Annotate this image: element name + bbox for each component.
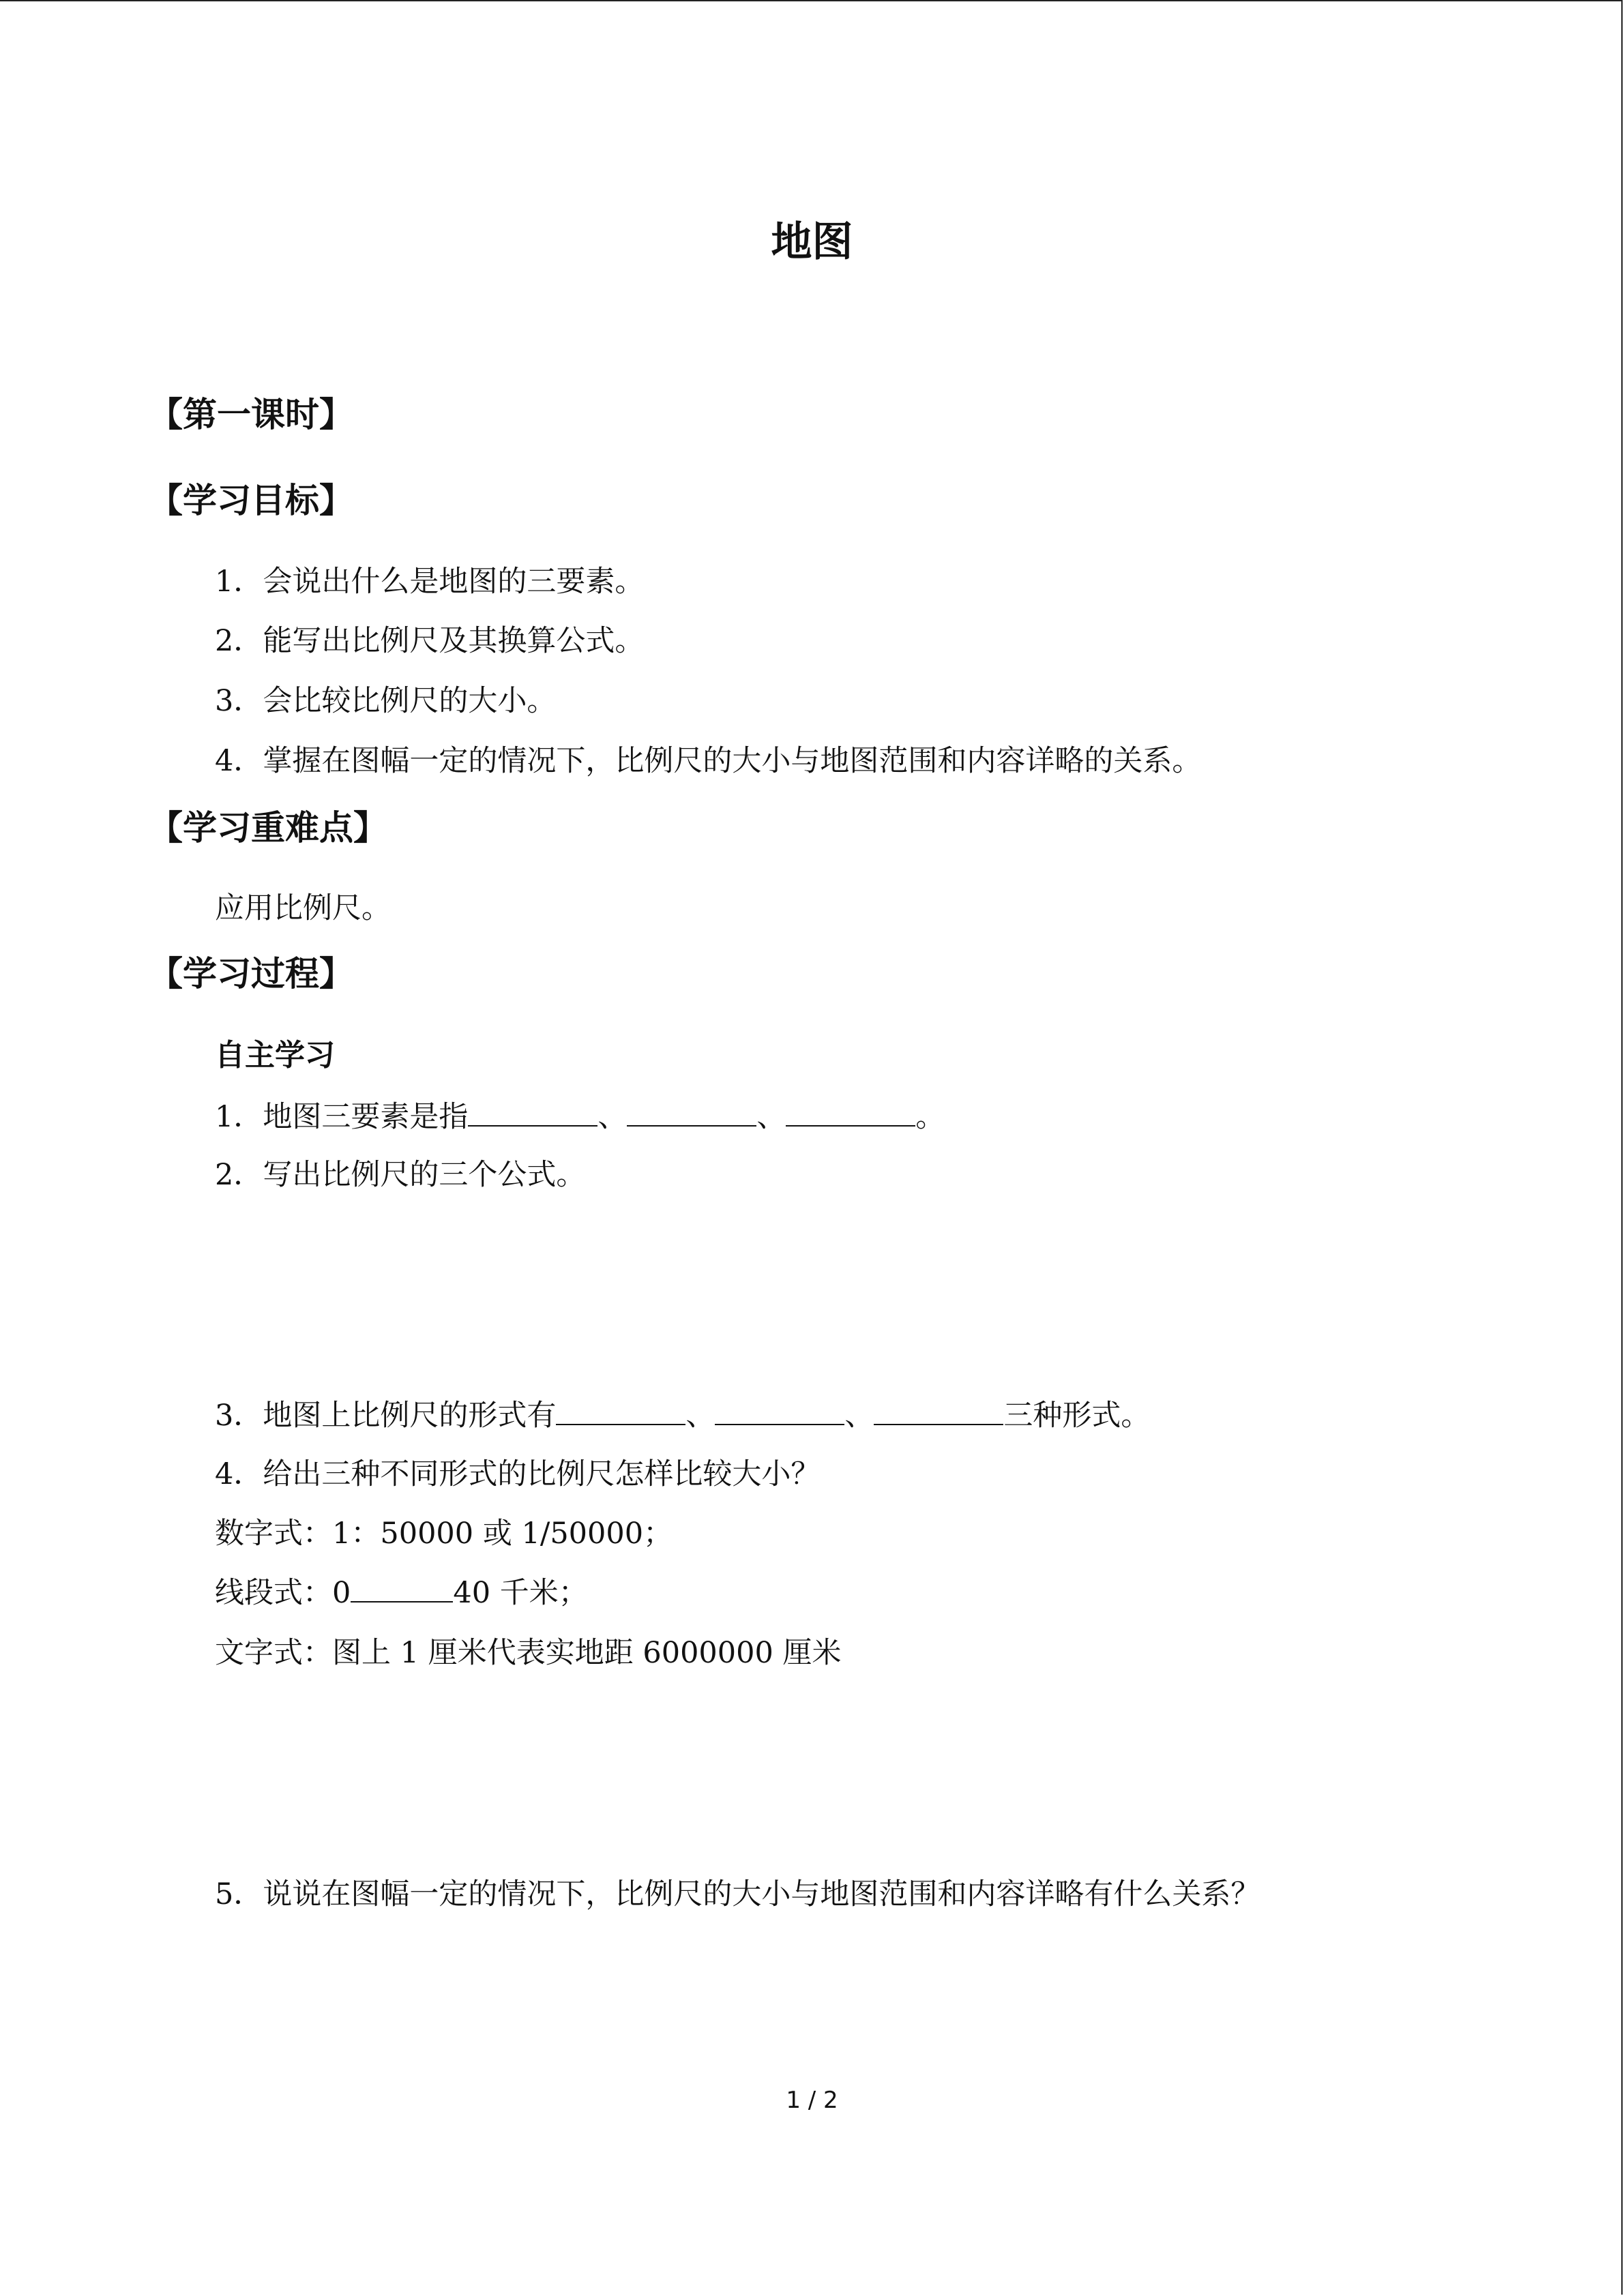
heading-lesson: 【第一课时】 xyxy=(149,395,353,434)
question-3-suffix: 三种形式。 xyxy=(1003,1399,1151,1433)
answer-blank[interactable] xyxy=(468,1098,597,1127)
scale-numeric: 数字式：1：50000 或 1/50000； xyxy=(215,1517,673,1551)
separator: 、 xyxy=(685,1399,715,1433)
question-3-prefix: 3．地图上比例尺的形式有 xyxy=(215,1399,557,1433)
question-1-suffix: 。 xyxy=(915,1100,945,1134)
scale-line xyxy=(215,1572,588,1613)
scale-line-segment xyxy=(351,1574,453,1602)
answer-blank[interactable] xyxy=(627,1098,756,1127)
question-1 xyxy=(215,1097,945,1137)
objective-item-3: 3．会比较比例尺的大小。 xyxy=(215,684,557,718)
answer-blank[interactable] xyxy=(786,1098,915,1127)
scale-line-prefix: 线段式：0 xyxy=(215,1576,351,1610)
answer-blank[interactable] xyxy=(556,1397,685,1425)
objective-item-2: 2．能写出比例尺及其换算公式。 xyxy=(215,624,645,658)
answer-blank[interactable] xyxy=(715,1397,844,1425)
scale-line-suffix: 40 千米； xyxy=(453,1576,588,1610)
question-1-prefix: 1．地图三要素是指 xyxy=(215,1100,469,1134)
heading-process: 【学习过程】 xyxy=(149,954,353,994)
heading-key-points: 【学习重难点】 xyxy=(149,808,387,848)
scale-text: 文字式：图上 1 厘米代表实地距 6000000 厘米 xyxy=(215,1636,842,1670)
page-title: 地图 xyxy=(771,218,853,266)
key-points-text: 应用比例尺。 xyxy=(215,891,391,925)
question-3 xyxy=(215,1395,1150,1436)
objective-item-1: 1．会说出什么是地图的三要素。 xyxy=(215,565,645,599)
objective-item-4: 4．掌握在图幅一定的情况下，比例尺的大小与地图范围和内容详略的关系。 xyxy=(215,744,1202,778)
self-study-label: 自主学习 xyxy=(215,1038,335,1073)
separator: 、 xyxy=(844,1399,874,1433)
answer-blank[interactable] xyxy=(874,1397,1003,1425)
separator: 、 xyxy=(756,1100,786,1134)
heading-objectives: 【学习目标】 xyxy=(149,481,353,520)
page-number: 1 / 2 xyxy=(786,2087,838,2114)
separator: 、 xyxy=(597,1100,628,1134)
question-2: 2．写出比例尺的三个公式。 xyxy=(215,1158,586,1192)
question-5: 5．说说在图幅一定的情况下，比例尺的大小与地图范围和内容详略有什么关系？ xyxy=(215,1877,1260,1911)
question-4: 4．给出三种不同形式的比例尺怎样比较大小？ xyxy=(215,1457,821,1491)
